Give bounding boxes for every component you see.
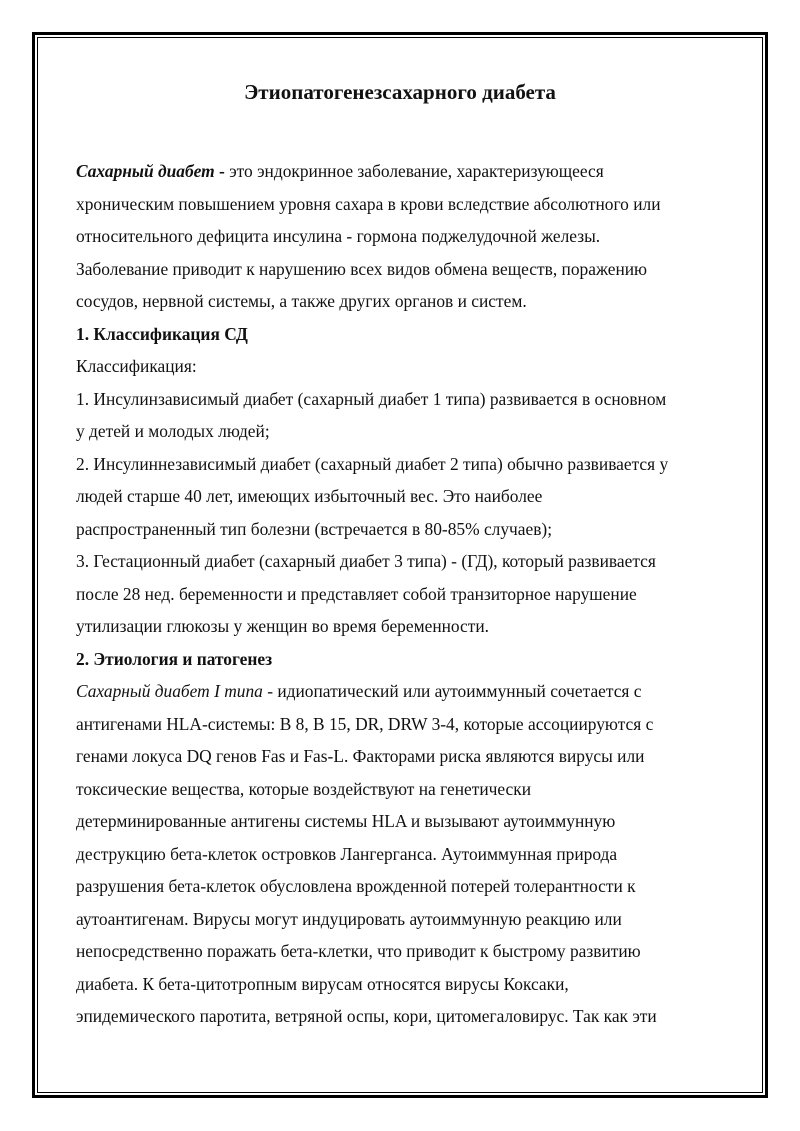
section2-first-line	[76, 675, 732, 708]
intro-line: относительного дефицита инсулина - гормона поджелудочной железы.	[76, 226, 601, 246]
section2-line: разрушения бета-клеток обусловлена врожденной потерей толерантности к	[76, 876, 636, 896]
section2-heading: 2. Этиология и патогенез	[76, 648, 273, 669]
document-body	[76, 155, 732, 1033]
intro-term: Сахарный диабет	[76, 161, 215, 181]
section1-line: у детей и молодых людей;	[76, 421, 270, 441]
section2-line: непосредственно поражать бета-клетки, что приводит к быстрому развитию	[76, 941, 641, 961]
section1-line: 1. Инсулинзависимый диабет (сахарный диабет 1 типа) развивается в основном	[76, 388, 667, 409]
section2-line: детерминированные антигены системы HLA и вызывают аутоиммунную	[76, 811, 616, 831]
section1-line: людей старше 40 лет, имеющих избыточный вес. Это наиболее	[76, 486, 543, 506]
section2-line: токсические вещества, которые воздействуют на генетически	[76, 778, 532, 799]
section2-line: генами локуса DQ генов Fas и Fas-L. Факторами риска являются вирусы или	[76, 746, 645, 766]
section1-label: Классификация:	[76, 356, 197, 376]
section2-line: диабета. К бета-цитотропным вирусам относятся вирусы Коксаки,	[76, 973, 569, 994]
section1-heading: 1. Классификация СД	[76, 323, 248, 344]
intro-first-line-text: это эндокринное заболевание, характеризующееся	[229, 161, 604, 181]
intro-dash: -	[214, 161, 230, 181]
section1-line: 2. Инсулиннезависимый диабет (сахарный диабет 2 типа) обычно развивается у	[76, 453, 669, 474]
section1-line: 3. Гестационный диабет (сахарный диабет 3 типа) - (ГД), который развивается	[76, 551, 656, 571]
document-title: Этиопатогенезсахарного диабета	[244, 80, 556, 104]
section2-first-line-text: - идиопатический или аутоиммунный сочетается с	[262, 681, 642, 701]
intro-line: сосудов, нервной системы, а также других органов и систем.	[76, 291, 527, 311]
section2-term: Сахарный диабет I типа	[76, 681, 263, 701]
section2-line: аутоантигенам. Вирусы могут индуцировать аутоиммунную реакцию или	[76, 908, 622, 929]
section1-line: после 28 нед. беременности и представляет собой транзиторное нарушение	[76, 583, 637, 604]
intro-first-line	[76, 155, 732, 188]
section2-line: антигенами HLA-системы: B 8, B 15, DR, DRW 3-4, которые ассоциируются с	[76, 713, 654, 734]
intro-line: хроническим повышением уровня сахара в крови вследствие абсолютного или	[76, 193, 661, 214]
intro-line: Заболевание приводит к нарушению всех видов обмена веществ, поражению	[76, 258, 648, 279]
section1-line: утилизации глюкозы у женщин во время беременности.	[76, 616, 490, 636]
section2-line: деструкцию бета-клеток островков Лангерганса. Аутоиммунная природа	[76, 843, 618, 864]
section2-line: эпидемического паротита, ветряной оспы, кори, цитомегаловирус. Так как эти	[76, 1006, 657, 1026]
section1-line: распространенный тип болезни (встречается в 80-85% случаев);	[76, 518, 553, 539]
